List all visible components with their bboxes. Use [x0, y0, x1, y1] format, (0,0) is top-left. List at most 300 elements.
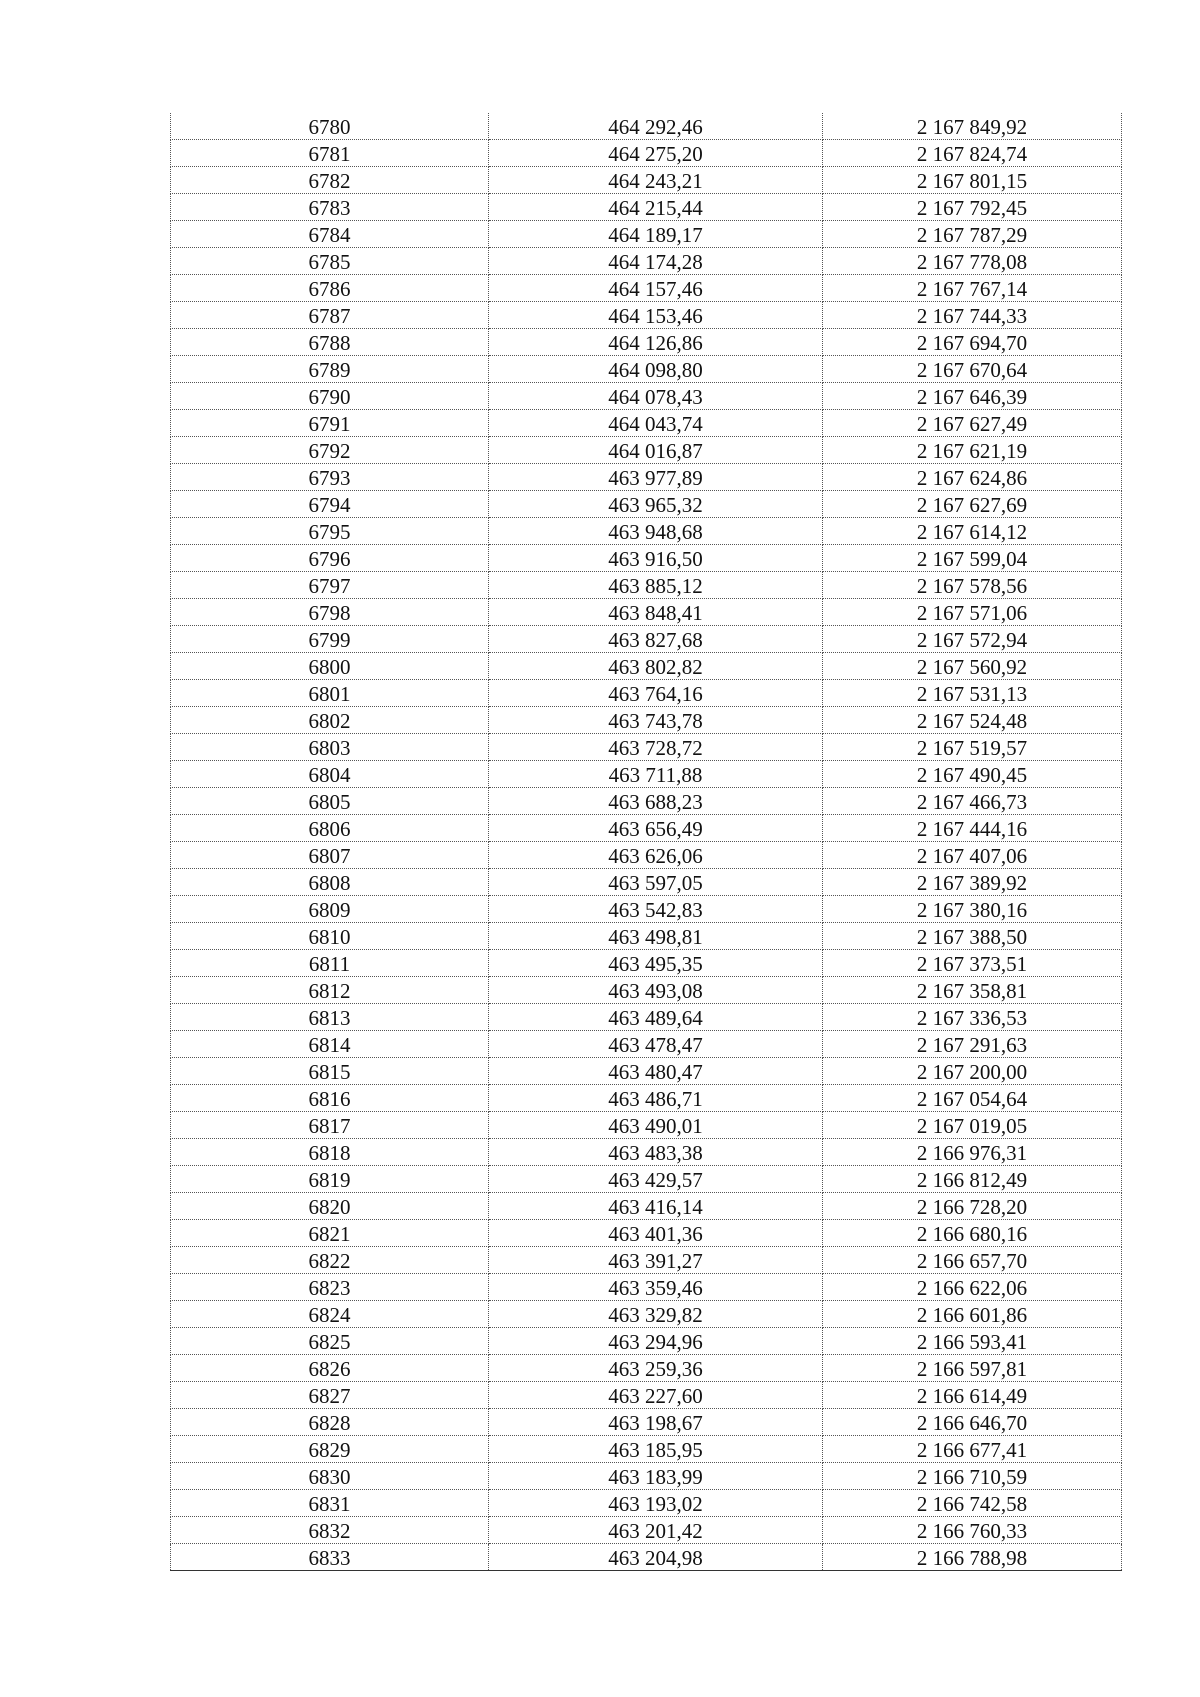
table-row — [171, 1220, 1122, 1247]
y-coordinate-value: 2 167 801,15 — [916, 169, 1028, 193]
table-row — [171, 1328, 1122, 1355]
x-coordinate-value: 464 078,43 — [608, 385, 703, 409]
x-coordinate-value: 464 215,44 — [608, 196, 703, 220]
y-coordinate-cell — [823, 1247, 1122, 1274]
y-coordinate-value: 2 167 389,92 — [916, 871, 1028, 895]
x-coordinate-cell — [489, 815, 823, 842]
x-coordinate-value: 463 764,16 — [608, 682, 703, 706]
table-row — [171, 1463, 1122, 1490]
x-coordinate-value: 463 965,32 — [608, 493, 703, 517]
point-number-value: 6814 — [308, 1033, 351, 1057]
x-coordinate-cell — [489, 491, 823, 518]
table-row — [171, 1085, 1122, 1112]
point-number-value: 6816 — [308, 1087, 351, 1111]
x-coordinate-cell — [489, 1058, 823, 1085]
x-coordinate-value: 463 259,36 — [608, 1357, 703, 1381]
point-number-value: 6833 — [308, 1546, 351, 1570]
point-number-cell — [171, 1301, 489, 1328]
x-coordinate-cell — [489, 626, 823, 653]
y-coordinate-value: 2 167 572,94 — [916, 628, 1028, 652]
y-coordinate-cell — [823, 1436, 1122, 1463]
point-number-value: 6787 — [308, 304, 351, 328]
point-number-cell — [171, 788, 489, 815]
y-coordinate-cell — [823, 1085, 1122, 1112]
x-coordinate-value: 463 201,42 — [608, 1519, 703, 1543]
point-number-value: 6812 — [308, 979, 351, 1003]
y-coordinate-value: 2 167 019,05 — [916, 1114, 1028, 1138]
table-row — [171, 1274, 1122, 1301]
y-coordinate-cell — [823, 464, 1122, 491]
y-coordinate-cell — [823, 1220, 1122, 1247]
y-coordinate-cell — [823, 1004, 1122, 1031]
x-coordinate-cell — [489, 653, 823, 680]
point-number-cell — [171, 437, 489, 464]
y-coordinate-cell — [823, 1544, 1122, 1571]
point-number-cell — [171, 221, 489, 248]
x-coordinate-cell — [489, 1544, 823, 1571]
point-number-cell — [171, 869, 489, 896]
y-coordinate-value: 2 167 407,06 — [916, 844, 1028, 868]
point-number-value: 6823 — [308, 1276, 351, 1300]
y-coordinate-value: 2 167 627,69 — [916, 493, 1028, 517]
point-number-value: 6797 — [308, 574, 351, 598]
table-row — [171, 788, 1122, 815]
x-coordinate-cell — [489, 842, 823, 869]
y-coordinate-cell — [823, 1409, 1122, 1436]
y-coordinate-value: 2 166 657,70 — [916, 1249, 1028, 1273]
point-number-value: 6832 — [308, 1519, 351, 1543]
x-coordinate-cell — [489, 113, 823, 140]
point-number-value: 6785 — [308, 250, 351, 274]
x-coordinate-value: 464 157,46 — [608, 277, 703, 301]
table-row — [171, 1139, 1122, 1166]
y-coordinate-value: 2 167 466,73 — [916, 790, 1028, 814]
x-coordinate-cell — [489, 1490, 823, 1517]
point-number-value: 6795 — [308, 520, 351, 544]
x-coordinate-cell — [489, 1139, 823, 1166]
x-coordinate-value: 463 185,95 — [608, 1438, 703, 1462]
point-number-cell — [171, 1058, 489, 1085]
point-number-cell — [171, 410, 489, 437]
y-coordinate-value: 2 167 571,06 — [916, 601, 1028, 625]
x-coordinate-value: 464 174,28 — [608, 250, 703, 274]
point-number-value: 6807 — [308, 844, 351, 868]
point-number-value: 6818 — [308, 1141, 351, 1165]
y-coordinate-value: 2 167 200,00 — [916, 1060, 1028, 1084]
y-coordinate-cell — [823, 1517, 1122, 1544]
point-number-value: 6806 — [308, 817, 351, 841]
table-row — [171, 1436, 1122, 1463]
point-number-cell — [171, 1220, 489, 1247]
x-coordinate-value: 464 275,20 — [608, 142, 703, 166]
point-number-cell — [171, 167, 489, 194]
y-coordinate-cell — [823, 275, 1122, 302]
point-number-cell — [171, 653, 489, 680]
point-number-value: 6817 — [308, 1114, 351, 1138]
table-row — [171, 869, 1122, 896]
point-number-cell — [171, 329, 489, 356]
y-coordinate-value: 2 167 614,12 — [916, 520, 1028, 544]
x-coordinate-cell — [489, 1436, 823, 1463]
y-coordinate-value: 2 167 824,74 — [916, 142, 1028, 166]
y-coordinate-cell — [823, 653, 1122, 680]
y-coordinate-cell — [823, 194, 1122, 221]
x-coordinate-value: 464 292,46 — [608, 115, 703, 139]
table-row — [171, 1409, 1122, 1436]
y-coordinate-value: 2 167 291,63 — [916, 1033, 1028, 1057]
table-row — [171, 599, 1122, 626]
table-row — [171, 923, 1122, 950]
point-number-cell — [171, 1382, 489, 1409]
x-coordinate-cell — [489, 680, 823, 707]
point-number-value: 6803 — [308, 736, 351, 760]
point-number-cell — [171, 842, 489, 869]
point-number-cell — [171, 734, 489, 761]
x-coordinate-value: 463 204,98 — [608, 1546, 703, 1570]
point-number-cell — [171, 140, 489, 167]
point-number-cell — [171, 1166, 489, 1193]
point-number-value: 6781 — [308, 142, 351, 166]
x-coordinate-value: 464 243,21 — [608, 169, 703, 193]
x-coordinate-value: 463 227,60 — [608, 1384, 703, 1408]
table-row — [171, 1166, 1122, 1193]
point-number-value: 6821 — [308, 1222, 351, 1246]
y-coordinate-cell — [823, 1355, 1122, 1382]
y-coordinate-value: 2 166 601,86 — [916, 1303, 1028, 1327]
x-coordinate-cell — [489, 1274, 823, 1301]
table-row — [171, 140, 1122, 167]
point-number-cell — [171, 356, 489, 383]
y-coordinate-value: 2 166 677,41 — [916, 1438, 1028, 1462]
table-row — [171, 464, 1122, 491]
point-number-value: 6830 — [308, 1465, 351, 1489]
x-coordinate-value: 463 193,02 — [608, 1492, 703, 1516]
point-number-value: 6791 — [308, 412, 351, 436]
point-number-cell — [171, 1004, 489, 1031]
x-coordinate-cell — [489, 329, 823, 356]
point-number-value: 6789 — [308, 358, 351, 382]
table-row — [171, 113, 1122, 140]
x-coordinate-cell — [489, 518, 823, 545]
table-row — [171, 653, 1122, 680]
point-number-value: 6788 — [308, 331, 351, 355]
point-number-cell — [171, 815, 489, 842]
y-coordinate-cell — [823, 842, 1122, 869]
y-coordinate-cell — [823, 1382, 1122, 1409]
y-coordinate-cell — [823, 1112, 1122, 1139]
y-coordinate-value: 2 166 680,16 — [916, 1222, 1028, 1246]
point-number-cell — [171, 1031, 489, 1058]
table-row — [171, 761, 1122, 788]
table-row — [171, 896, 1122, 923]
point-number-cell — [171, 761, 489, 788]
x-coordinate-value: 463 885,12 — [608, 574, 703, 598]
y-coordinate-cell — [823, 1193, 1122, 1220]
y-coordinate-cell — [823, 248, 1122, 275]
x-coordinate-cell — [489, 761, 823, 788]
point-number-value: 6826 — [308, 1357, 351, 1381]
table-row — [171, 356, 1122, 383]
x-coordinate-value: 463 711,88 — [608, 763, 703, 787]
x-coordinate-value: 464 016,87 — [608, 439, 703, 463]
y-coordinate-value: 2 167 380,16 — [916, 898, 1028, 922]
y-coordinate-value: 2 167 627,49 — [916, 412, 1028, 436]
y-coordinate-cell — [823, 1490, 1122, 1517]
point-number-value: 6828 — [308, 1411, 351, 1435]
point-number-value: 6825 — [308, 1330, 351, 1354]
x-coordinate-value: 463 542,83 — [608, 898, 703, 922]
x-coordinate-value: 463 743,78 — [608, 709, 703, 733]
y-coordinate-value: 2 166 976,31 — [916, 1141, 1028, 1165]
point-number-value: 6822 — [308, 1249, 351, 1273]
x-coordinate-value: 463 391,27 — [608, 1249, 703, 1273]
point-number-value: 6784 — [308, 223, 351, 247]
y-coordinate-cell — [823, 221, 1122, 248]
table-row — [171, 1517, 1122, 1544]
point-number-cell — [171, 248, 489, 275]
table-row — [171, 842, 1122, 869]
point-number-value: 6796 — [308, 547, 351, 571]
point-number-value: 6810 — [308, 925, 351, 949]
x-coordinate-cell — [489, 1220, 823, 1247]
point-number-cell — [171, 1139, 489, 1166]
x-coordinate-value: 463 478,47 — [608, 1033, 703, 1057]
point-number-cell — [171, 707, 489, 734]
x-coordinate-value: 464 043,74 — [608, 412, 703, 436]
x-coordinate-value: 463 183,99 — [608, 1465, 703, 1489]
table-row — [171, 1112, 1122, 1139]
point-number-cell — [171, 1463, 489, 1490]
x-coordinate-value: 463 597,05 — [608, 871, 703, 895]
x-coordinate-cell — [489, 194, 823, 221]
point-number-value: 6824 — [308, 1303, 351, 1327]
x-coordinate-cell — [489, 464, 823, 491]
point-number-value: 6808 — [308, 871, 351, 895]
table-row — [171, 194, 1122, 221]
y-coordinate-value: 2 167 336,53 — [916, 1006, 1028, 1030]
y-coordinate-value: 2 166 812,49 — [916, 1168, 1028, 1192]
y-coordinate-cell — [823, 1463, 1122, 1490]
y-coordinate-value: 2 166 597,81 — [916, 1357, 1028, 1381]
x-coordinate-value: 463 489,64 — [608, 1006, 703, 1030]
point-number-value: 6805 — [308, 790, 351, 814]
x-coordinate-cell — [489, 707, 823, 734]
x-coordinate-cell — [489, 1085, 823, 1112]
y-coordinate-value: 2 167 388,50 — [916, 925, 1028, 949]
x-coordinate-value: 464 126,86 — [608, 331, 703, 355]
table-row — [171, 1490, 1122, 1517]
point-number-cell — [171, 518, 489, 545]
y-coordinate-value: 2 166 760,33 — [916, 1519, 1028, 1543]
y-coordinate-cell — [823, 788, 1122, 815]
x-coordinate-cell — [489, 788, 823, 815]
table-row — [171, 734, 1122, 761]
point-number-value: 6831 — [308, 1492, 351, 1516]
y-coordinate-value: 2 167 694,70 — [916, 331, 1028, 355]
x-coordinate-value: 463 495,35 — [608, 952, 703, 976]
point-number-cell — [171, 1112, 489, 1139]
x-coordinate-value: 463 429,57 — [608, 1168, 703, 1192]
x-coordinate-cell — [489, 869, 823, 896]
y-coordinate-cell — [823, 1301, 1122, 1328]
x-coordinate-value: 463 401,36 — [608, 1222, 703, 1246]
x-coordinate-value: 463 483,38 — [608, 1141, 703, 1165]
point-number-value: 6809 — [308, 898, 351, 922]
y-coordinate-value: 2 167 624,86 — [916, 466, 1028, 490]
y-coordinate-value: 2 167 646,39 — [916, 385, 1028, 409]
y-coordinate-cell — [823, 518, 1122, 545]
point-number-cell — [171, 275, 489, 302]
y-coordinate-cell — [823, 545, 1122, 572]
point-number-cell — [171, 113, 489, 140]
y-coordinate-value: 2 166 742,58 — [916, 1492, 1028, 1516]
y-coordinate-value: 2 167 373,51 — [916, 952, 1028, 976]
point-number-cell — [171, 1436, 489, 1463]
x-coordinate-cell — [489, 1382, 823, 1409]
y-coordinate-value: 2 167 560,92 — [916, 655, 1028, 679]
point-number-value: 6802 — [308, 709, 351, 733]
x-coordinate-cell — [489, 1463, 823, 1490]
x-coordinate-value: 464 153,46 — [608, 304, 703, 328]
y-coordinate-cell — [823, 1166, 1122, 1193]
x-coordinate-cell — [489, 734, 823, 761]
table-row — [171, 1355, 1122, 1382]
table-row — [171, 1301, 1122, 1328]
y-coordinate-value: 2 167 519,57 — [916, 736, 1028, 760]
y-coordinate-value: 2 167 490,45 — [916, 763, 1028, 787]
y-coordinate-value: 2 167 531,13 — [916, 682, 1028, 706]
x-coordinate-value: 464 189,17 — [608, 223, 703, 247]
table-row — [171, 1031, 1122, 1058]
x-coordinate-cell — [489, 950, 823, 977]
x-coordinate-value: 463 416,14 — [608, 1195, 703, 1219]
x-coordinate-value: 463 977,89 — [608, 466, 703, 490]
point-number-value: 6798 — [308, 601, 351, 625]
x-coordinate-value: 463 493,08 — [608, 979, 703, 1003]
y-coordinate-cell — [823, 896, 1122, 923]
y-coordinate-cell — [823, 869, 1122, 896]
y-coordinate-cell — [823, 410, 1122, 437]
table-row — [171, 1247, 1122, 1274]
point-number-value: 6819 — [308, 1168, 351, 1192]
x-coordinate-value: 463 198,67 — [608, 1411, 703, 1435]
point-number-cell — [171, 923, 489, 950]
x-coordinate-cell — [489, 1517, 823, 1544]
y-coordinate-value: 2 167 849,92 — [916, 115, 1028, 139]
y-coordinate-value: 2 166 710,59 — [916, 1465, 1028, 1489]
table-row — [171, 329, 1122, 356]
y-coordinate-cell — [823, 977, 1122, 1004]
x-coordinate-value: 464 098,80 — [608, 358, 703, 382]
point-number-value: 6782 — [308, 169, 351, 193]
point-number-value: 6794 — [308, 493, 351, 517]
x-coordinate-value: 463 626,06 — [608, 844, 703, 868]
y-coordinate-cell — [823, 167, 1122, 194]
x-coordinate-cell — [489, 410, 823, 437]
y-coordinate-cell — [823, 1328, 1122, 1355]
x-coordinate-cell — [489, 1355, 823, 1382]
point-number-cell — [171, 1328, 489, 1355]
y-coordinate-cell — [823, 437, 1122, 464]
point-number-cell — [171, 302, 489, 329]
y-coordinate-value: 2 167 787,29 — [916, 223, 1028, 247]
x-coordinate-value: 463 480,47 — [608, 1060, 703, 1084]
x-coordinate-cell — [489, 599, 823, 626]
coordinates-table — [170, 113, 1122, 1571]
point-number-cell — [171, 1247, 489, 1274]
table-row — [171, 1058, 1122, 1085]
table-row — [171, 410, 1122, 437]
x-coordinate-value: 463 848,41 — [608, 601, 703, 625]
table-row — [171, 491, 1122, 518]
point-number-cell — [171, 545, 489, 572]
point-number-cell — [171, 896, 489, 923]
table-row — [171, 1193, 1122, 1220]
y-coordinate-cell — [823, 599, 1122, 626]
point-number-value: 6827 — [308, 1384, 351, 1408]
point-number-value: 6780 — [308, 115, 351, 139]
y-coordinate-value: 2 166 788,98 — [916, 1546, 1028, 1570]
point-number-value: 6790 — [308, 385, 351, 409]
point-number-cell — [171, 1355, 489, 1382]
point-number-cell — [171, 1544, 489, 1571]
y-coordinate-value: 2 167 599,04 — [916, 547, 1028, 571]
x-coordinate-cell — [489, 572, 823, 599]
x-coordinate-value: 463 486,71 — [608, 1087, 703, 1111]
x-coordinate-cell — [489, 383, 823, 410]
x-coordinate-value: 463 827,68 — [608, 628, 703, 652]
table-row — [171, 1544, 1122, 1571]
y-coordinate-cell — [823, 302, 1122, 329]
x-coordinate-cell — [489, 923, 823, 950]
point-number-cell — [171, 1409, 489, 1436]
point-number-value: 6800 — [308, 655, 351, 679]
point-number-cell — [171, 1490, 489, 1517]
y-coordinate-value: 2 167 054,64 — [916, 1087, 1028, 1111]
point-number-cell — [171, 1085, 489, 1112]
y-coordinate-value: 2 167 767,14 — [916, 277, 1028, 301]
point-number-cell — [171, 977, 489, 1004]
x-coordinate-cell — [489, 140, 823, 167]
y-coordinate-cell — [823, 356, 1122, 383]
x-coordinate-value: 463 728,72 — [608, 736, 703, 760]
point-number-cell — [171, 1274, 489, 1301]
x-coordinate-cell — [489, 545, 823, 572]
x-coordinate-value: 463 656,49 — [608, 817, 703, 841]
table-row — [171, 1004, 1122, 1031]
x-coordinate-cell — [489, 221, 823, 248]
y-coordinate-cell — [823, 815, 1122, 842]
y-coordinate-cell — [823, 680, 1122, 707]
table-row — [171, 572, 1122, 599]
x-coordinate-value: 463 916,50 — [608, 547, 703, 571]
table-row — [171, 815, 1122, 842]
y-coordinate-value: 2 167 744,33 — [916, 304, 1028, 328]
y-coordinate-cell — [823, 383, 1122, 410]
x-coordinate-value: 463 329,82 — [608, 1303, 703, 1327]
table-row — [171, 518, 1122, 545]
y-coordinate-cell — [823, 1274, 1122, 1301]
x-coordinate-cell — [489, 302, 823, 329]
point-number-value: 6799 — [308, 628, 351, 652]
x-coordinate-cell — [489, 896, 823, 923]
x-coordinate-cell — [489, 1328, 823, 1355]
table-row — [171, 680, 1122, 707]
point-number-value: 6811 — [308, 952, 351, 976]
y-coordinate-value: 2 166 728,20 — [916, 1195, 1028, 1219]
table-row — [171, 950, 1122, 977]
table-row — [171, 275, 1122, 302]
